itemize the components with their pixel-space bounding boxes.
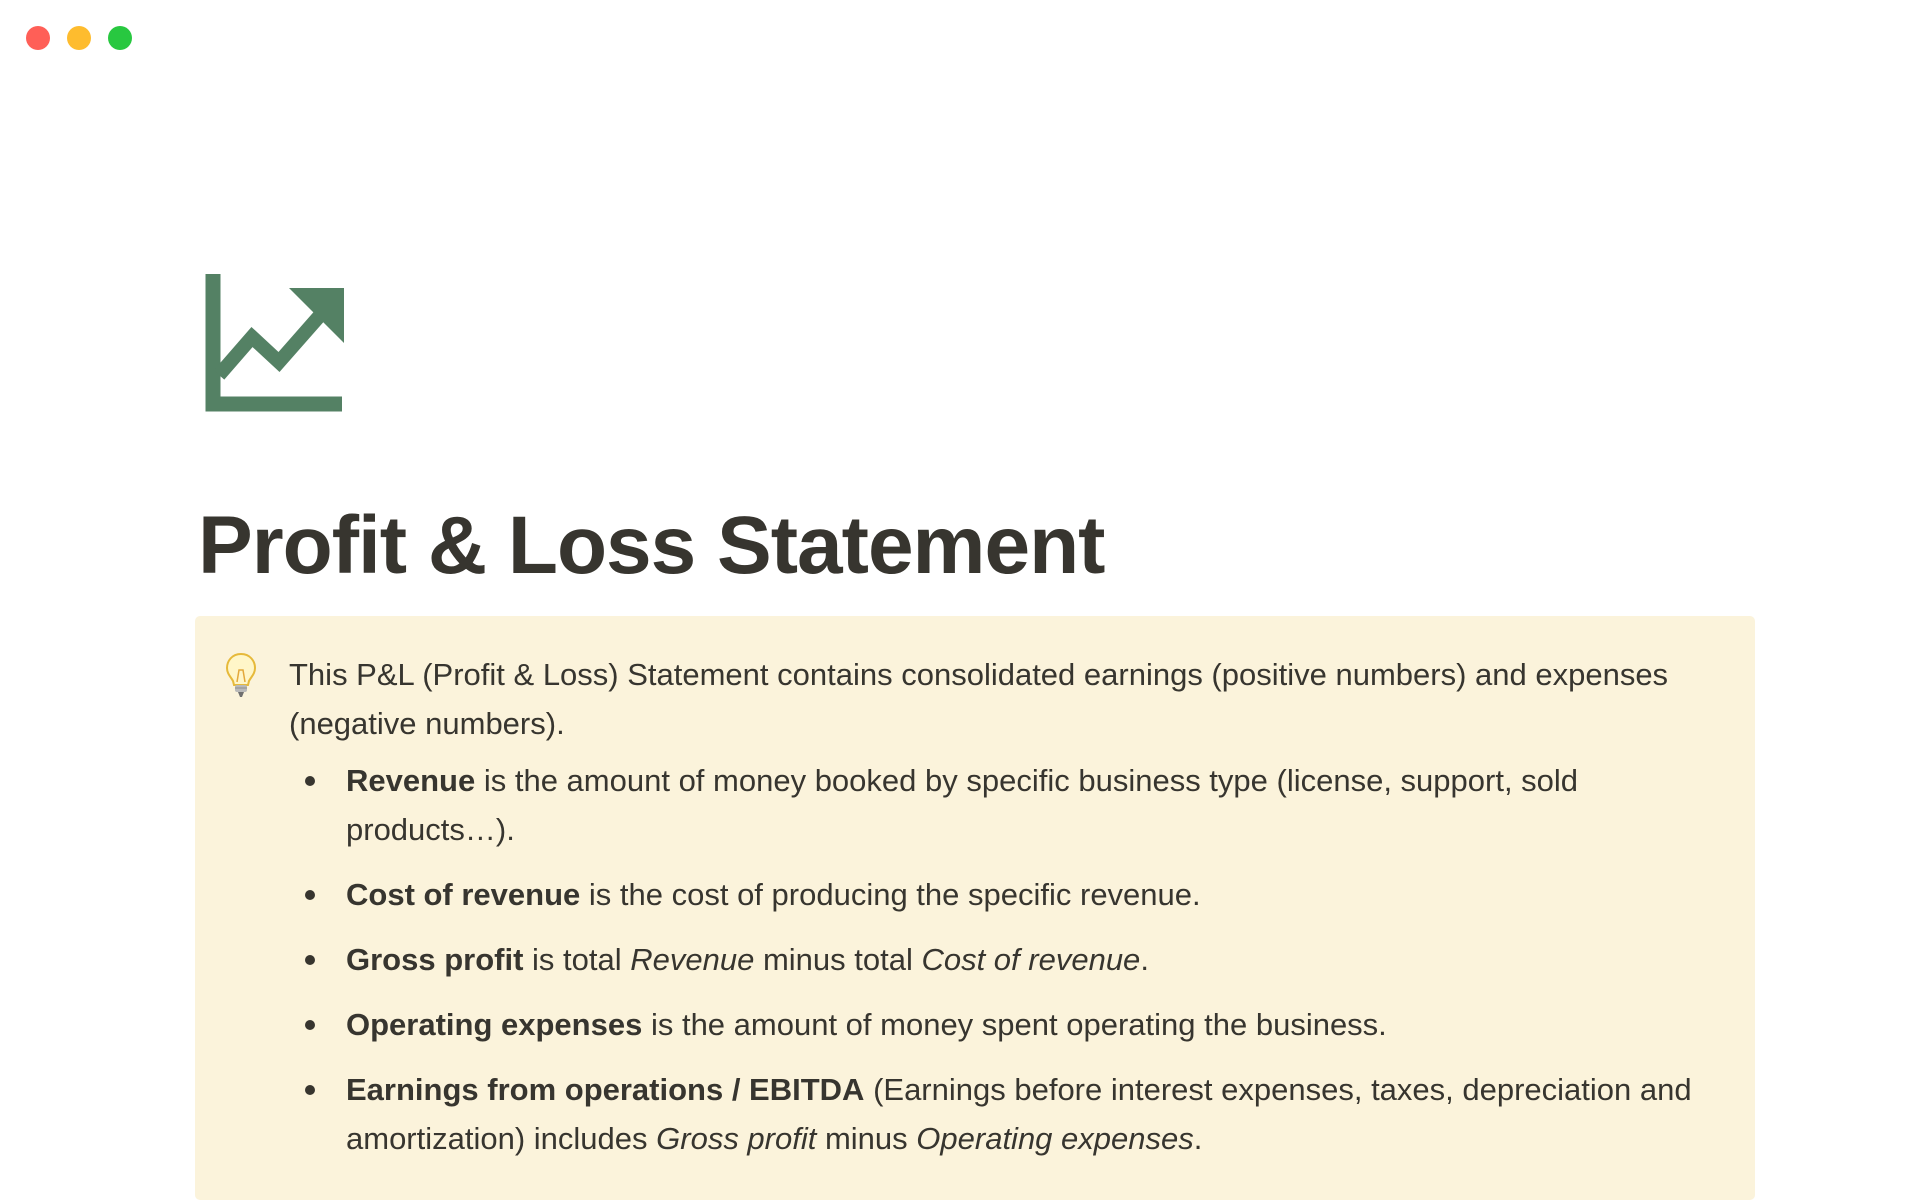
callout-body bbox=[289, 650, 1709, 1179]
chart-increasing-icon[interactable] bbox=[205, 270, 355, 420]
list-item-revenue[interactable] bbox=[289, 756, 1709, 854]
close-window-button[interactable] bbox=[26, 26, 50, 50]
maximize-window-button[interactable] bbox=[108, 26, 132, 50]
definition-text: is total bbox=[523, 942, 631, 977]
definition-text: minus bbox=[816, 1121, 917, 1156]
list-item-cost-of-revenue[interactable] bbox=[289, 870, 1709, 919]
callout-intro-text[interactable]: This P&L (Profit & Loss) Statement contains consolidated earnings (positive numbers) and expenses (negative numbers). bbox=[289, 657, 1669, 741]
definitions-list bbox=[289, 756, 1709, 1163]
term-label: Earnings from operations / EBITDA bbox=[346, 1072, 865, 1107]
definition-emphasis: Gross profit bbox=[656, 1121, 817, 1156]
definition-text: . bbox=[1140, 942, 1149, 977]
list-item-operating-expenses[interactable] bbox=[289, 1000, 1709, 1049]
term-label: Revenue bbox=[346, 763, 476, 798]
definition-text: (Earnings before interest expenses, taxes, depreciation and amortization) includes bbox=[346, 1072, 1692, 1156]
definition-emphasis: Operating expenses bbox=[916, 1121, 1194, 1156]
page-title[interactable]: Profit & Loss Statement bbox=[198, 500, 1105, 591]
light-bulb-icon[interactable] bbox=[225, 652, 257, 700]
definition-text: is the amount of money spent operating the business. bbox=[642, 1007, 1387, 1042]
definition-emphasis: Revenue bbox=[630, 942, 755, 977]
window-controls bbox=[26, 26, 132, 50]
definition-text: . bbox=[1193, 1121, 1203, 1156]
info-callout bbox=[195, 616, 1755, 1200]
term-label: Gross profit bbox=[346, 942, 524, 977]
minimize-window-button[interactable] bbox=[67, 26, 91, 50]
term-label: Operating expenses bbox=[346, 1007, 643, 1042]
list-item-ebitda[interactable] bbox=[289, 1065, 1709, 1163]
definition-text: minus total bbox=[754, 942, 922, 977]
definition-emphasis: Cost of revenue bbox=[921, 942, 1141, 977]
definition-text: is the amount of money booked by specific business type (license, support, sold products…). bbox=[346, 763, 1579, 847]
definition-text: is the cost of producing the specific revenue. bbox=[580, 877, 1201, 912]
list-item-gross-profit[interactable] bbox=[289, 935, 1709, 984]
term-label: Cost of revenue bbox=[346, 877, 581, 912]
